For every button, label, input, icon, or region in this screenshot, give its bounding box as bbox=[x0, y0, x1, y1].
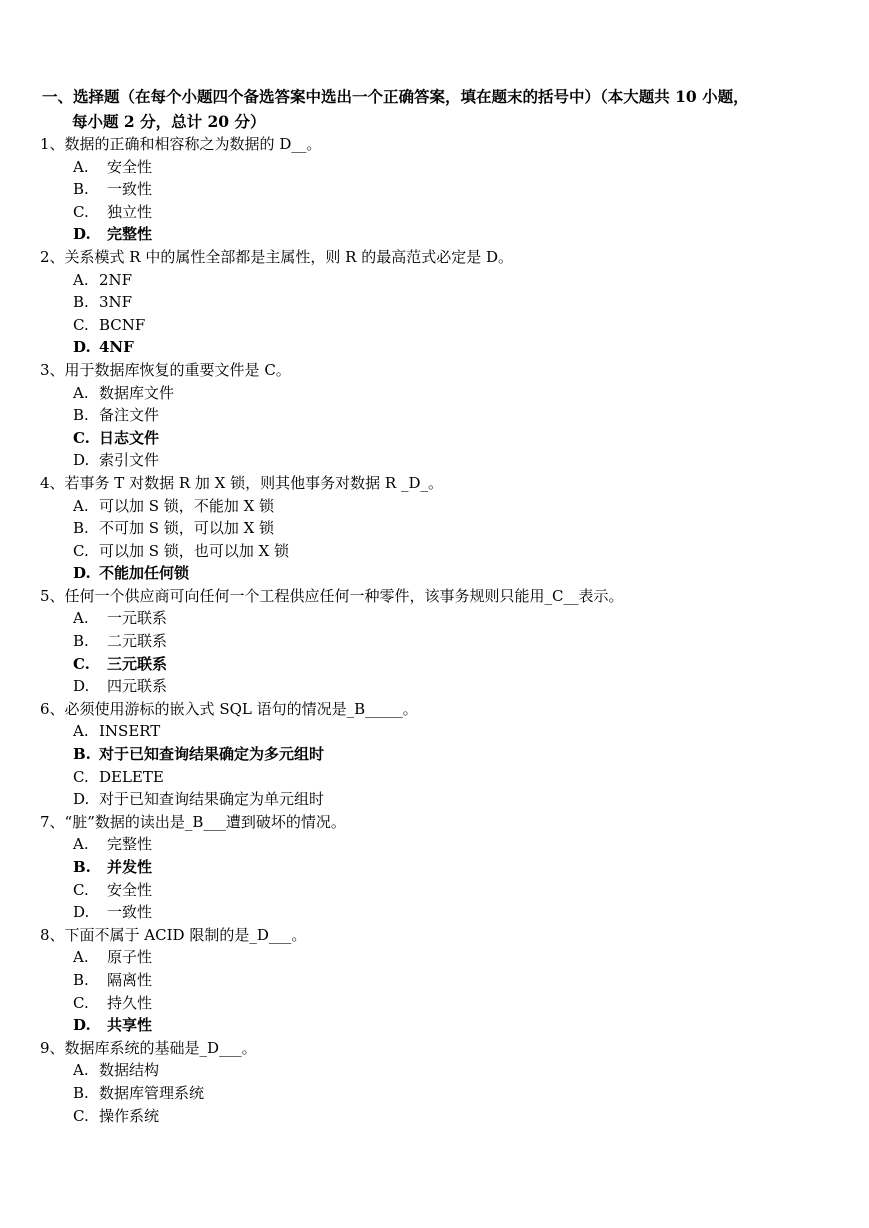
question-6 bbox=[40, 698, 840, 811]
option-c-answer: C. 三元联系 bbox=[73, 654, 168, 673]
option-b: B. 备注文件 bbox=[73, 406, 160, 425]
question-stem: 8、下面不属于 ACID 限制的是_D___。 bbox=[40, 925, 307, 944]
option-d: D. 索引文件 bbox=[73, 451, 160, 470]
option-a: A. 安全性 bbox=[73, 157, 153, 176]
question-2 bbox=[40, 246, 840, 359]
section-title-line-1: 一、选择题（在每个小题四个备选答案中选出一个正确答案，填在题末的括号中）（本大题共 10 小题， bbox=[42, 87, 749, 106]
section-title-line-2: 每小题 2 分，总计 20 分） bbox=[72, 112, 266, 131]
option-a: A. 原子性 bbox=[73, 948, 153, 967]
question-stem: 7、“脏”数据的读出是_B___遭到破坏的情况。 bbox=[40, 812, 346, 831]
option-a: A. 2NF bbox=[73, 270, 133, 289]
option-a: A. 一元联系 bbox=[73, 609, 168, 628]
option-b: B. 3NF bbox=[73, 293, 133, 312]
question-9 bbox=[40, 1037, 840, 1127]
option-b: B. 隔离性 bbox=[73, 970, 153, 989]
option-b: B. 一致性 bbox=[73, 180, 153, 199]
question-stem: 3、用于数据库恢复的重要文件是 C。 bbox=[40, 360, 291, 379]
option-d: D. 对于已知查询结果确定为单元组时 bbox=[73, 790, 325, 809]
section-title bbox=[42, 84, 842, 134]
question-7 bbox=[40, 811, 840, 924]
option-b: B. 不可加 S 锁，可以加 X 锁 bbox=[73, 519, 275, 538]
option-d-answer: D. 不能加任何锁 bbox=[73, 564, 190, 583]
question-1 bbox=[40, 133, 840, 246]
question-stem: 2、关系模式 R 中的属性全部都是主属性，则 R 的最高范式必定是 D。 bbox=[40, 247, 514, 266]
option-d: D. 四元联系 bbox=[73, 677, 168, 696]
option-c-answer: C. 日志文件 bbox=[73, 428, 160, 447]
question-8 bbox=[40, 924, 840, 1037]
option-b-answer: B. 对于已知查询结果确定为多元组时 bbox=[73, 745, 325, 764]
question-4 bbox=[40, 472, 840, 585]
question-stem: 9、数据库系统的基础是_D___。 bbox=[40, 1038, 257, 1057]
question-list bbox=[40, 133, 840, 1127]
option-a: A. 可以加 S 锁，不能加 X 锁 bbox=[73, 496, 275, 515]
question-stem: 1、数据的正确和相容称之为数据的 D__。 bbox=[40, 135, 322, 153]
question-5 bbox=[40, 585, 840, 698]
option-a: A. 数据结构 bbox=[73, 1061, 160, 1080]
option-c: C. BCNF bbox=[73, 315, 146, 334]
question-stem: 5、任何一个供应商可向任何一个工程供应任何一种零件，该事务规则只能用_C__表示。 bbox=[40, 586, 624, 605]
option-c: C. 可以加 S 锁，也可以加 X 锁 bbox=[73, 541, 290, 560]
option-c: C. DELETE bbox=[73, 767, 164, 786]
option-b: B. 二元联系 bbox=[73, 632, 168, 651]
question-stem: 6、必须使用游标的嵌入式 SQL 语句的情况是_B_____。 bbox=[40, 699, 418, 718]
option-d-answer: D. 完整性 bbox=[73, 225, 153, 244]
option-a: A. 数据库文件 bbox=[73, 383, 175, 402]
question-stem: 4、若事务 T 对数据 R 加 X 锁，则其他事务对数据 R _D_。 bbox=[40, 473, 443, 492]
question-3 bbox=[40, 359, 840, 472]
option-c: C. 操作系统 bbox=[73, 1106, 160, 1125]
option-c: C. 安全性 bbox=[73, 880, 153, 899]
option-d-answer: D. 4NF bbox=[73, 338, 134, 357]
option-c: C. 持久性 bbox=[73, 993, 153, 1012]
option-c: C. 独立性 bbox=[73, 202, 153, 221]
option-b-answer: B. 并发性 bbox=[73, 858, 153, 876]
option-d: D. 一致性 bbox=[73, 903, 153, 922]
option-a: A. INSERT bbox=[73, 722, 161, 741]
option-b: B. 数据库管理系统 bbox=[73, 1083, 205, 1102]
option-d-answer: D. 共享性 bbox=[73, 1016, 153, 1035]
option-a: A. 完整性 bbox=[73, 835, 153, 854]
